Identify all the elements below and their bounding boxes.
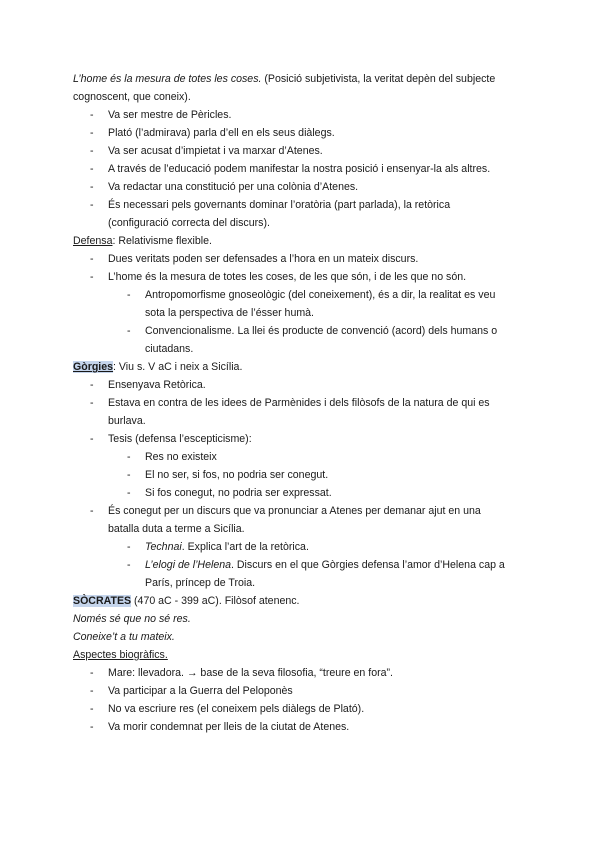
list-item: No va escriure res (el coneixem pels diàlegs de Plató). <box>108 703 365 715</box>
sub-list-item-cont: sota la perspectiva de l’ésser humà. <box>145 307 314 319</box>
list-item: Ensenyava Retòrica. <box>108 379 206 391</box>
sub-list-item <box>145 540 309 554</box>
aspects-heading: Aspectes biogràfics. <box>73 649 168 661</box>
sub-bullet-dash: - <box>127 559 131 571</box>
gorgies-rest: : Viu s. V aC i neix a Sicília. <box>113 361 243 373</box>
list-item: L’home és la mesura de totes les coses, de les que són, i de les que no són. <box>108 271 467 283</box>
bullet-dash: - <box>90 127 94 139</box>
defensa-rest: : Relativisme flexible. <box>112 235 212 247</box>
bullet-dash: - <box>90 397 94 409</box>
bullet-dash: - <box>90 685 94 697</box>
bullet-dash: - <box>90 379 94 391</box>
list-item: Va ser mestre de Pèricles. <box>108 109 232 121</box>
bullet-dash: - <box>90 667 94 679</box>
list-item: És necessari pels governants dominar l’oratòria (part parlada), la retòrica <box>108 199 451 211</box>
list-item: Va redactar una constitució per una colònia d’Atenes. <box>108 181 359 193</box>
sub-bullet-dash: - <box>127 541 131 553</box>
intro-cont: cognoscent, que coneix). <box>73 91 191 103</box>
work-title: Technai <box>145 541 182 553</box>
list-item: Estava en contra de les idees de Parmènides i dels filòsofs de la natura de qui es <box>108 397 490 409</box>
socrates-quote: Coneixe’t a tu mateix. <box>73 631 175 643</box>
sub-bullet-dash: - <box>127 451 131 463</box>
defensa-line <box>73 234 212 248</box>
list-item: Tesis (defensa l’escepticisme): <box>108 433 252 445</box>
sub-bullet-dash: - <box>127 325 131 337</box>
list-item: Plató (l’admirava) parla d’ell en els seus diàlegs. <box>108 127 335 139</box>
sub-list-item: Convencionalisme. La llei és producte de convenció (acord) dels humans o <box>145 325 498 337</box>
intro-quote: L’home és la mesura de totes les coses. <box>73 73 262 85</box>
sub-bullet-dash: - <box>127 469 131 481</box>
work-desc: . Discurs en el que Gòrgies defensa l’amor d’Helena cap a <box>231 559 505 571</box>
bullet-dash: - <box>90 505 94 517</box>
sub-list-item <box>145 558 505 572</box>
list-item: Va participar a la Guerra del Peloponès <box>108 685 293 697</box>
sub-bullet-dash: - <box>127 487 131 499</box>
gorgies-name: Gòrgies <box>73 361 114 373</box>
bullet-dash: - <box>90 109 94 121</box>
bullet-dash: - <box>90 181 94 193</box>
bullet-dash: - <box>90 145 94 157</box>
intro-line <box>73 72 495 86</box>
sub-bullet-dash: - <box>127 289 131 301</box>
sub-list-item-cont: ciutadans. <box>145 343 194 355</box>
intro-rest: (Posició subjetivista, la veritat depèn del subjecte <box>261 73 496 85</box>
bullet-dash: - <box>90 271 94 283</box>
sub-list-item: El no ser, si fos, no podria ser conegut. <box>145 469 329 481</box>
bullet-dash: - <box>90 721 94 733</box>
list-item: És conegut per un discurs que va pronunciar a Atenes per demanar ajut en una <box>108 505 481 517</box>
list-item: Mare: llevadora. → base de la seva filosofia, “treure en fora”. <box>108 667 393 679</box>
bullet-dash: - <box>90 433 94 445</box>
socrates-name: SÒCRATES <box>73 595 132 607</box>
bullet-dash: - <box>90 163 94 175</box>
socrates-quote: Només sé que no sé res. <box>73 613 191 625</box>
defensa-label: Defensa <box>73 235 113 247</box>
work-title: L’elogi de l’Helena <box>145 559 231 571</box>
list-item: Va ser acusat d’impietat i va marxar d’Atenes. <box>108 145 323 157</box>
list-item-cont: batalla duta a terme a Sicília. <box>108 523 245 535</box>
sub-list-item: Si fos conegut, no podria ser expressat. <box>145 487 332 499</box>
socrates-rest: (470 aC - 399 aC). Filòsof atenenc. <box>131 595 300 607</box>
bullet-dash: - <box>90 199 94 211</box>
list-item: Va morir condemnat per lleis de la ciutat de Atenes. <box>108 721 350 733</box>
sub-list-item: Antropomorfisme gnoseològic (del coneixement), és a dir, la realitat es veu <box>145 289 496 301</box>
list-item: Dues veritats poden ser defensades a l’hora en un mateix discurs. <box>108 253 419 265</box>
sub-list-item-cont: París, príncep de Troia. <box>145 577 256 589</box>
work-desc: . Explica l’art de la retòrica. <box>181 541 309 553</box>
socrates-line <box>73 594 300 608</box>
bullet-dash: - <box>90 703 94 715</box>
bullet-dash: - <box>90 253 94 265</box>
gorgies-line <box>73 360 242 374</box>
list-item-cont: (configuració correcta del discurs). <box>108 217 270 229</box>
sub-list-item: Res no existeix <box>145 451 217 463</box>
list-item: A través de l’educació podem manifestar la nostra posició i ensenyar-la als altres. <box>108 163 491 175</box>
list-item-cont: burlava. <box>108 415 146 427</box>
